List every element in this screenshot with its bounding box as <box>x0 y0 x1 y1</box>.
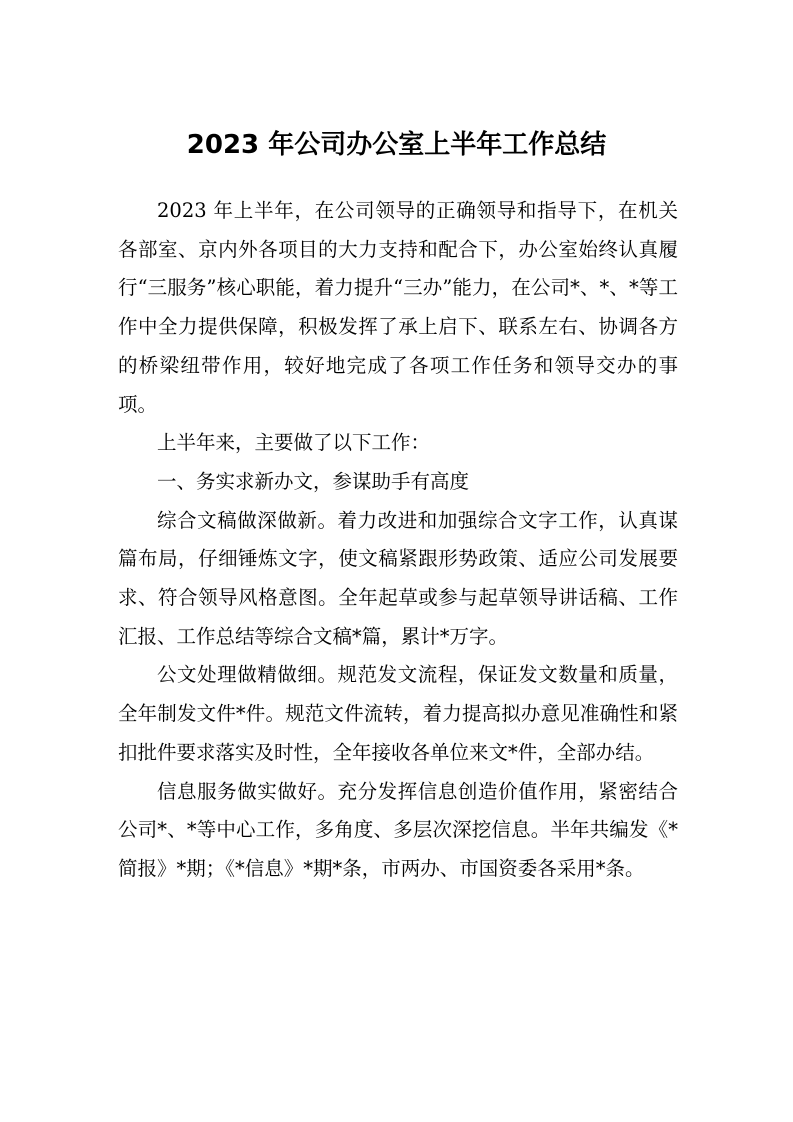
paragraph-document-processing: 公文处理做精做细。规范发文流程，保证发文数量和质量，全年制发文件*件。规范文件流转，着力提高拟办意见准确性和紧扣批件要求落实及时性，全年接收各单位来文*件，全部办结。 <box>118 663 678 764</box>
paragraph-intro: 2023 年上半年，在公司领导的正确领导和指导下，在机关各部室、京内外各项目的大力支持和配合下，办公室始终认真履行“三服务”核心职能，着力提升“三办”能力，在公司*、*、*等工作中全力提供保障，积极发挥了承上启下、联系左右、协调各方的桥梁纽带作用，较好地完成了各项工作任务和领导交办的事项。 <box>118 199 678 416</box>
document-body <box>118 192 678 889</box>
section-heading-1: 一、务实求新办文，参谋助手有高度 <box>157 469 470 493</box>
paragraph-information-service: 信息服务做实做好。充分发挥信息创造价值作用，紧密结合公司*、*等中心工作，多角度、多层次深挖信息。半年共编发《*简报》*期；《*信息》*期*条，市两办、市国资委各采用*条。 <box>118 779 678 880</box>
paragraph-overview: 上半年来，主要做了以下工作： <box>157 431 431 455</box>
document-title: 2023 年公司办公室上半年工作总结 <box>186 130 607 160</box>
paragraph-drafting: 综合文稿做深做新。着力改进和加强综合文字工作，认真谋篇布局，仔细锤炼文字，使文稿紧跟形势政策、适应公司发展要求、符合领导风格意图。全年起草或参与起草领导讲话稿、工作汇报、工作总结等综合文稿*篇，累计*万字。 <box>118 508 678 648</box>
